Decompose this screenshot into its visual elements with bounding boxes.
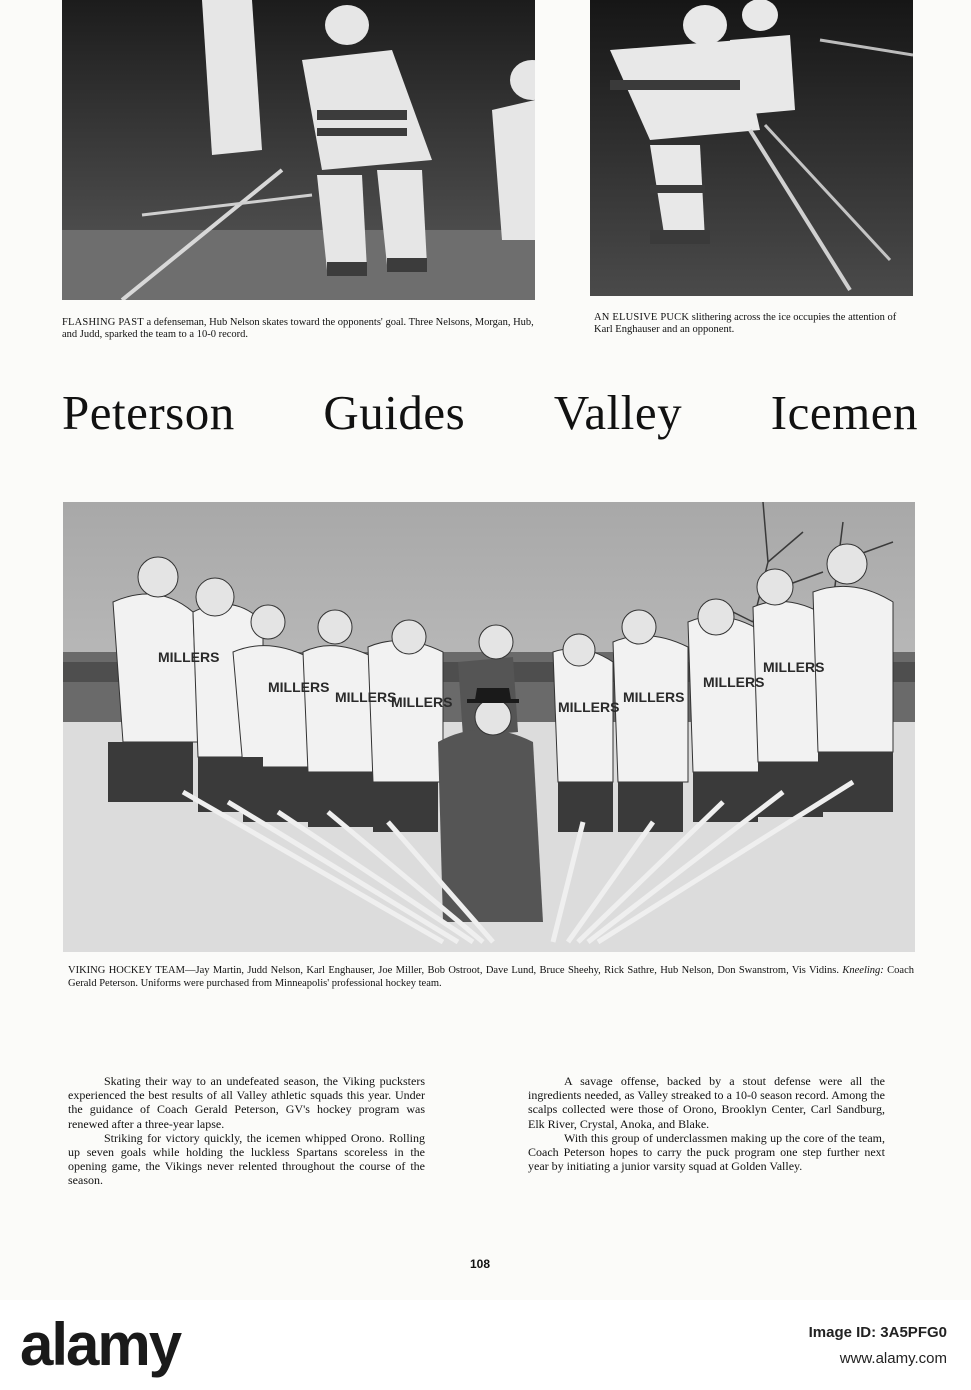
stock-footer xyxy=(0,1300,971,1390)
headline-word: Valley xyxy=(553,384,683,440)
article-paragraph: Skating their way to an undefeated season, the Viking pucksters experienced the best results of all Valley athletic squads this year. Under the guidance of Coach Gerald Peterson, GV's hockey program was renewed after a three-year lapse. xyxy=(68,1074,425,1131)
article-column-right xyxy=(528,1074,885,1173)
team-group-photo xyxy=(63,502,915,952)
headline-word: Guides xyxy=(323,384,466,440)
hockey-action-photo-left xyxy=(62,0,535,300)
caption-lead: VIKING HOCKEY TEAM xyxy=(68,965,185,976)
jersey-text: MILLERS xyxy=(558,699,620,715)
page-headline xyxy=(62,382,918,442)
headline-word: Peterson xyxy=(62,384,235,440)
article-paragraph: A savage offense, backed by a stout defense were all the ingredients needed, as Valley streaked to a 10-0 season record. Among the scalps collected were those of Orono, Brooklyn Center, Carl Sandburg, Elk River, Crystal, Anoka, and Blake. xyxy=(528,1074,885,1131)
hockey-action-photo-right xyxy=(590,0,913,296)
jersey-text: MILLERS xyxy=(335,689,397,705)
image-id: Image ID: 3A5PFG0 xyxy=(808,1324,947,1341)
jersey-text: MILLERS xyxy=(623,689,685,705)
caption-kneeling-label: Kneeling: xyxy=(842,965,884,976)
caption-text: slithering across the ice occupies the attention of Karl Enghauser and an opponent. xyxy=(594,312,897,335)
article-paragraph: With this group of underclassmen making up the core of the team, Coach Peterson hopes to carry the puck program one step further next year by initiating a junior varsity squad at Golden Valley. xyxy=(528,1130,885,1174)
caption-rest: Coach Gerald Peterson. Uniforms were purchased from Minneapolis' professional hockey team. xyxy=(68,965,914,989)
jersey-text: MILLERS xyxy=(703,674,765,690)
jersey-text: MILLERS xyxy=(763,659,825,675)
jersey-text: MILLERS xyxy=(391,694,453,710)
caption-flashing-past xyxy=(62,317,540,341)
caption-lead: AN ELUSIVE PUCK xyxy=(594,312,690,323)
caption-lead: FLASHING PAST xyxy=(62,317,144,328)
article-paragraph: Striking for victory quickly, the icemen whipped Orono. Rolling up seven goals while holding the luckless Spartans scoreless in the opening game, the Vikings never relented throughout the course of the season. xyxy=(68,1130,425,1188)
team-photo-caption xyxy=(68,964,914,990)
alamy-logo: alamy xyxy=(20,1311,181,1378)
caption-elusive-puck xyxy=(594,312,914,336)
jersey-text: MILLERS xyxy=(158,649,220,665)
page-number: 108 xyxy=(470,1257,491,1271)
caption-names: —Jay Martin, Judd Nelson, Karl Enghauser, Joe Miller, Bob Ostroot, Dave Lund, Bruce Sheehy, Rick Sathre, Hub Nelson, Don Swanstrom, Vis Vidins. xyxy=(184,965,843,976)
headline-word: Icemen xyxy=(770,384,918,440)
article-column-left xyxy=(68,1074,425,1188)
jersey-text: MILLERS xyxy=(268,679,330,695)
source-url: www.alamy.com xyxy=(839,1350,947,1367)
caption-text: a defenseman, Hub Nelson skates toward the opponents' goal. Three Nelsons, Morgan, Hub, and Judd, sparked the team to a 10-0 record. xyxy=(62,317,534,340)
